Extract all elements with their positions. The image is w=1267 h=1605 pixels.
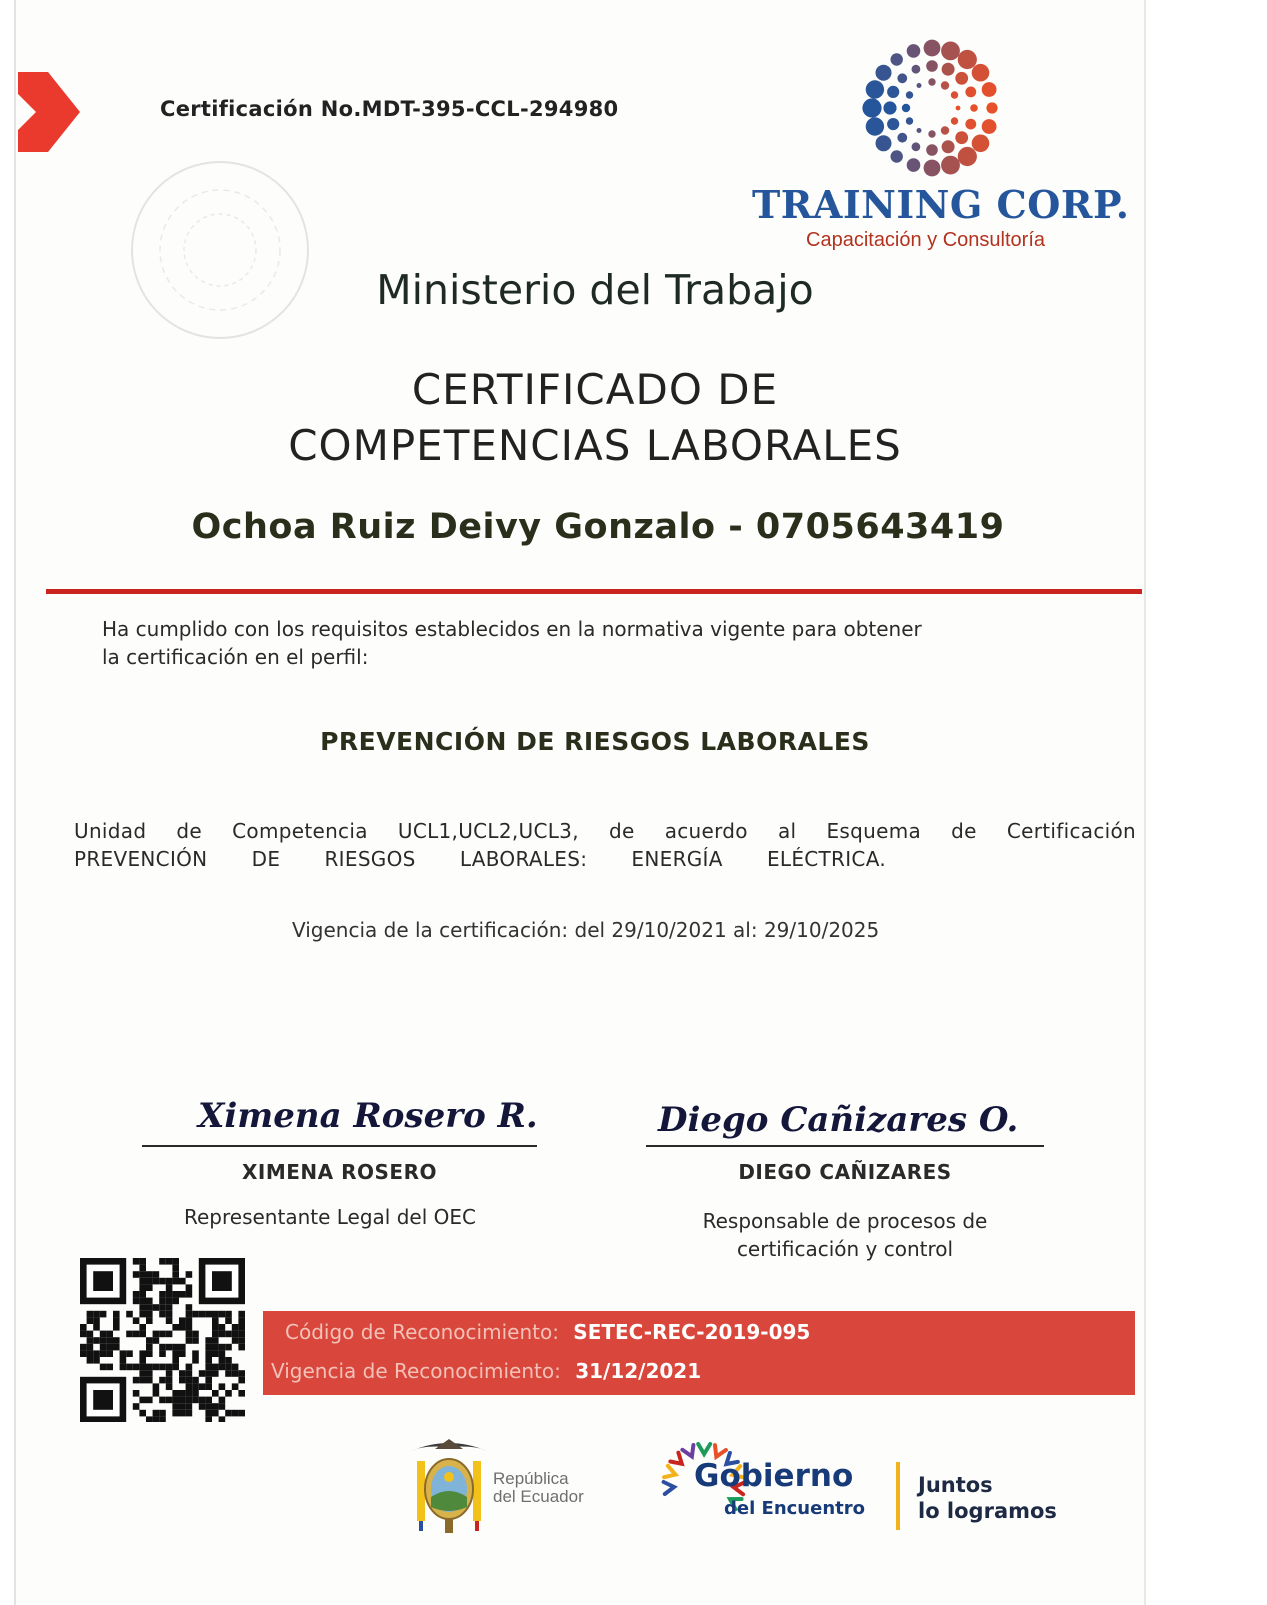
republica-line1: República [493,1469,569,1488]
certificate-title-line1: CERTIFICADO DE [411,365,779,414]
recognition-code-row [285,1320,810,1344]
signature-line-2 [646,1145,1044,1147]
signer-role-1-line1: Representante Legal del OEC [184,1205,476,1229]
signature-diego-canizares: Diego Cañizares O. [658,1100,1019,1140]
certification-validity: Vigencia de la certificación: del 29/10/2021 al: 29/10/2025 [292,918,880,942]
recognition-validity-value: 31/12/2021 [575,1359,702,1383]
recognition-validity-row [271,1359,701,1383]
gobierno-title: Gobierno [694,1458,854,1494]
red-arrow-icon [18,72,82,152]
competency-unit-line2: PREVENCIÓN DE RIESGOS LABORALES: ENERGÍA ELÉCTRICA. [74,847,886,871]
certified-profile: PREVENCIÓN DE RIESGOS LABORALES [320,727,870,756]
ministry-heading: Ministerio del Trabajo [376,266,814,314]
recognition-band [263,1311,1135,1395]
republica-line2: del Ecuador [493,1487,584,1506]
republica-ecuador-label [493,1470,584,1506]
competency-unit-line1: Unidad de Competencia UCL1,UCL2,UCL3, de acuerdo al Esquema de Certificación [74,819,1136,843]
ecuador-coat-of-arms-icon [405,1437,493,1537]
signature-line-1 [142,1145,537,1147]
signature-ximena-rosero: Ximena Rosero R. [198,1096,538,1136]
issuer-logo-name: TRAINING CORP. [752,182,1130,227]
intro-text [102,615,1102,671]
certificate-title-line2: COMPETENCIAS LABORALES [288,421,902,470]
signer-role-1 [130,1203,530,1231]
signer-role-2-line1: Responsable de procesos de [702,1209,988,1233]
holder-name-id: Ochoa Ruiz Deivy Gonzalo - 0705643419 [191,507,1005,547]
recognition-code-value: SETEC-REC-2019-095 [573,1320,811,1344]
slogan-divider [896,1462,900,1530]
slogan-line2: lo logramos [918,1499,1057,1523]
issuer-logo-tagline: Capacitación y Consultoría [806,229,1046,251]
signer-name-1: XIMENA ROSERO [242,1160,437,1184]
qr-code-icon[interactable] [80,1258,248,1422]
signer-name-2: DIEGO CAÑIZARES [738,1160,952,1184]
certificate-title [0,362,1190,474]
intro-line1: Ha cumplido con los requisitos establecidos en la normativa vigente para obtener [102,617,922,641]
slogan [918,1472,1057,1524]
seal-watermark-icon [120,150,320,350]
recognition-validity-label: Vigencia de Reconocimiento: [271,1359,561,1383]
recognition-code-label: Código de Reconocimiento: [285,1320,559,1344]
slogan-line1: Juntos [918,1473,993,1497]
divider-rule [46,589,1142,594]
gobierno-subtitle: del Encuentro [724,1498,865,1519]
signer-role-2 [646,1207,1044,1263]
certification-number: Certificación No.MDT-395-CCL-294980 [160,97,619,121]
intro-line2: la certificación en el perfil: [102,645,369,669]
dot-ring-logo-icon [852,38,1012,178]
signer-role-2-line2: certificación y control [736,1237,954,1261]
